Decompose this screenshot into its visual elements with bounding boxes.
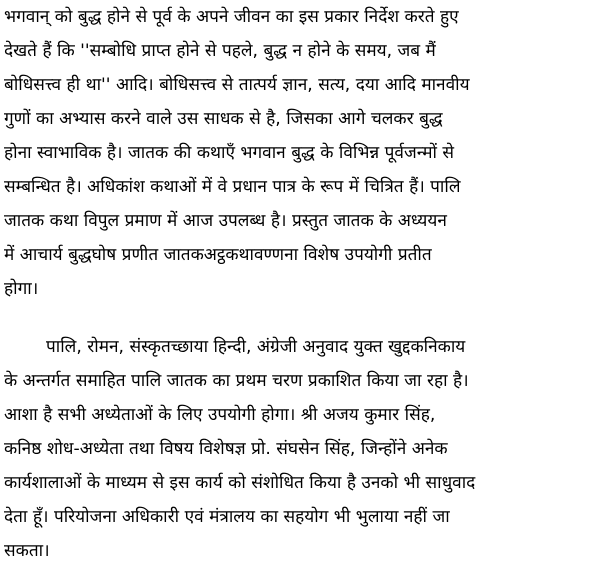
paragraph-1-line-7: जातक कथा विपुल प्रमाण में आज उपलब्ध है। प्रस्तुत जातक के अध्ययन: [4, 211, 447, 231]
paragraph-2-line-6: देता हूँ। परियोजना अधिकारी एवं मंत्रालय का सहयोग भी भुलाया नहीं जा: [4, 507, 450, 527]
paragraph-2-line-5: कार्यशालाओं के माध्यम से इस कार्य को संशोधित किया है उनको भी साधुवाद: [4, 473, 476, 493]
paragraph-2-line-3: आशा है सभी अध्येताओं के लिए उपयोगी होगा। श्री अजय कुमार सिंह,: [4, 405, 436, 425]
paragraph-1-line-6: सम्बन्धित है। अधिकांश कथाओं में वे प्रधान पात्र के रूप में चित्रित हैं। पालि: [4, 177, 461, 197]
paragraph-1-line-2: देखते हैं कि ''सम्बोधि प्राप्त होने से पहले, बुद्ध न होने के समय, जब मैं: [4, 41, 436, 61]
paragraph-2-line-1: पालि, रोमन, संस्कृतच्छाया हिन्दी, अंग्रेजी अनुवाद युक्त खुद्दकनिकाय: [46, 337, 466, 357]
paragraph-1-line-3: बोधिसत्त्व ही था'' आदि। बोधिसत्त्व से तात्पर्य ज्ञान, सत्य, दया आदि मानवीय: [4, 75, 470, 95]
paragraph-1-line-4: गुणों का अभ्यास करने वाले उस साधक से है, जिसका आगे चलकर बुद्ध: [4, 109, 443, 129]
paragraph-1-line-9: होगा।: [4, 279, 39, 299]
paragraph-1-line-8: में आचार्य बुद्धघोष प्रणीत जातकअट्ठकथावण्णना विशेष उपयोगी प्रतीत: [4, 245, 432, 265]
paragraph-spacer: [4, 306, 596, 330]
paragraph-1: [4, 0, 596, 306]
paragraph-2-line-7: सकता।: [4, 541, 50, 561]
paragraph-1-line-1: भगवान् को बुद्ध होने से पूर्व के अपने जीवन का इस प्रकार निर्देश करते हुए: [4, 7, 459, 27]
paragraph-2-line-2: के अन्तर्गत समाहित पालि जातक का प्रथम चरण प्रकाशित किया जा रहा है।: [4, 371, 469, 391]
paragraph-2: [4, 330, 596, 568]
paragraph-1-line-5: होना स्वाभाविक है। जातक की कथाएँ भगवान बुद्ध के विभिन्न पूर्वजन्मों से: [4, 143, 455, 163]
paragraph-2-line-4: कनिष्ठ शोध-अध्येता तथा विषय विशेषज्ञ प्रो. संघसेन सिंह, जिन्होंने अनेक: [4, 439, 448, 459]
